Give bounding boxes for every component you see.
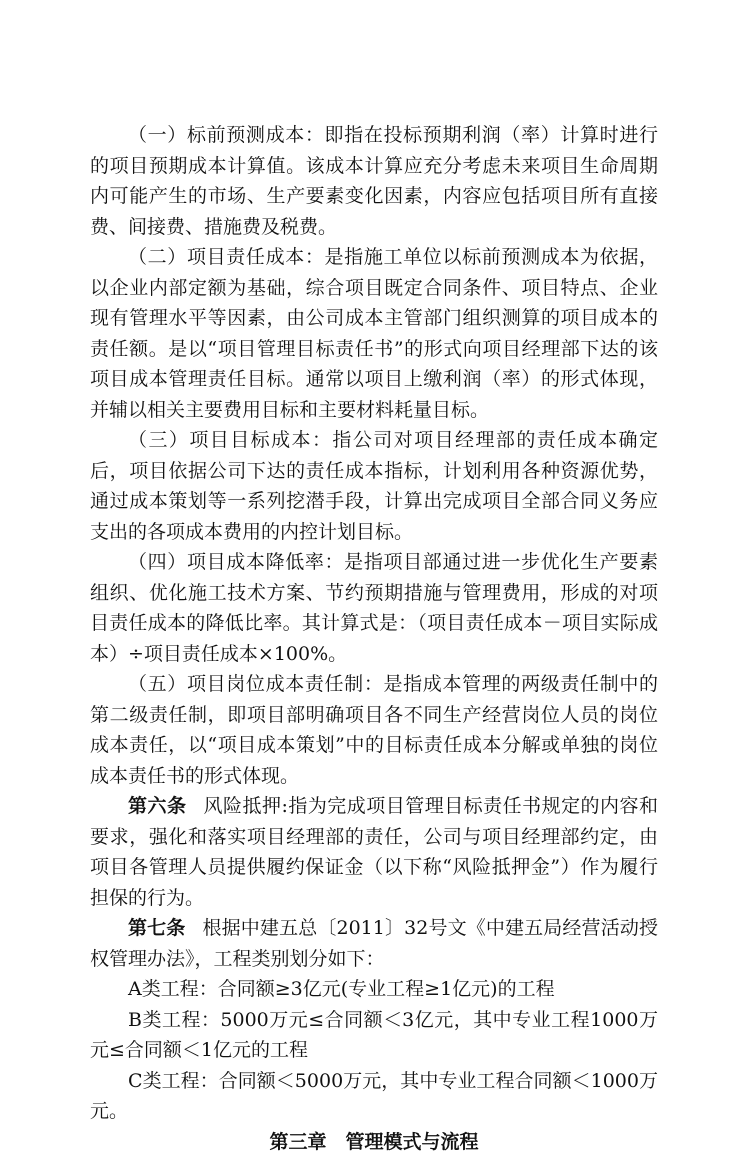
- chapter-heading: 第三章 管理模式与流程: [90, 1127, 658, 1157]
- paragraph-pre-bid-cost: （一）标前预测成本：即指在投标预期利润（率）计算时进行的项目预期成本计算值。该成本计算应充分考虑未来项目生命周期内可能产生的市场、生产要素变化因素，内容应包括项目所有直接费、间接费、措施费及税费。: [90, 120, 658, 242]
- category-b: B类工程：5000万元≤合同额＜3亿元，其中专业工程1000万元≤合同额＜1亿元的工程: [90, 1005, 658, 1066]
- article-7: [90, 913, 658, 974]
- document-page: [90, 120, 658, 1157]
- article-7-text: 根据中建五总〔2011〕32号文《中建五局经营活动授权管理办法》，工程类别划分如下：: [90, 917, 658, 970]
- article-7-label: 第七条: [128, 917, 185, 939]
- article-6: [90, 791, 658, 913]
- paragraph-target-cost: （三）项目目标成本：指公司对项目经理部的责任成本确定后，项目依据公司下达的责任成本指标，计划利用各种资源优势，通过成本策划等一系列挖潜手段，计算出完成项目全部合同义务应支出的各项成本费用的内控计划目标。: [90, 425, 658, 547]
- category-c: C类工程：合同额＜5000万元，其中专业工程合同额＜1000万元。: [90, 1066, 658, 1127]
- category-a: A类工程：合同额≥3亿元(专业工程≥1亿元)的工程: [90, 974, 658, 1005]
- article-6-text: 风险抵押:指为完成项目管理目标责任书规定的内容和要求，强化和落实项目经理部的责任，公司与项目经理部约定，由项目各管理人员提供履约保证金（以下称“风险抵押金”）作为履行担保的行为。: [90, 795, 658, 909]
- paragraph-cost-reduction-rate: （四）项目成本降低率：是指项目部通过进一步优化生产要素组织、优化施工技术方案、节约预期措施与管理费用，形成的对项目责任成本的降低比率。其计算式是：（项目责任成本－项目实际成本）÷项目责任成本×100%。: [90, 547, 658, 669]
- paragraph-responsibility-cost: （二）项目责任成本：是指施工单位以标前预测成本为依据，以企业内部定额为基础，综合项目既定合同条件、项目特点、企业现有管理水平等因素，由公司成本主管部门组织测算的项目成本的责任额。是以“项目管理目标责任书”的形式向项目经理部下达的该项目成本管理责任目标。通常以项目上缴利润（率）的形式体现，并辅以相关主要费用目标和主要材料耗量目标。: [90, 242, 658, 425]
- article-6-label: 第六条: [128, 795, 186, 817]
- paragraph-post-cost-responsibility: （五）项目岗位成本责任制：是指成本管理的两级责任制中的第二级责任制，即项目部明确项目各不同生产经营岗位人员的岗位成本责任，以“项目成本策划”中的目标责任成本分解或单独的岗位成本责任书的形式体现。: [90, 669, 658, 791]
